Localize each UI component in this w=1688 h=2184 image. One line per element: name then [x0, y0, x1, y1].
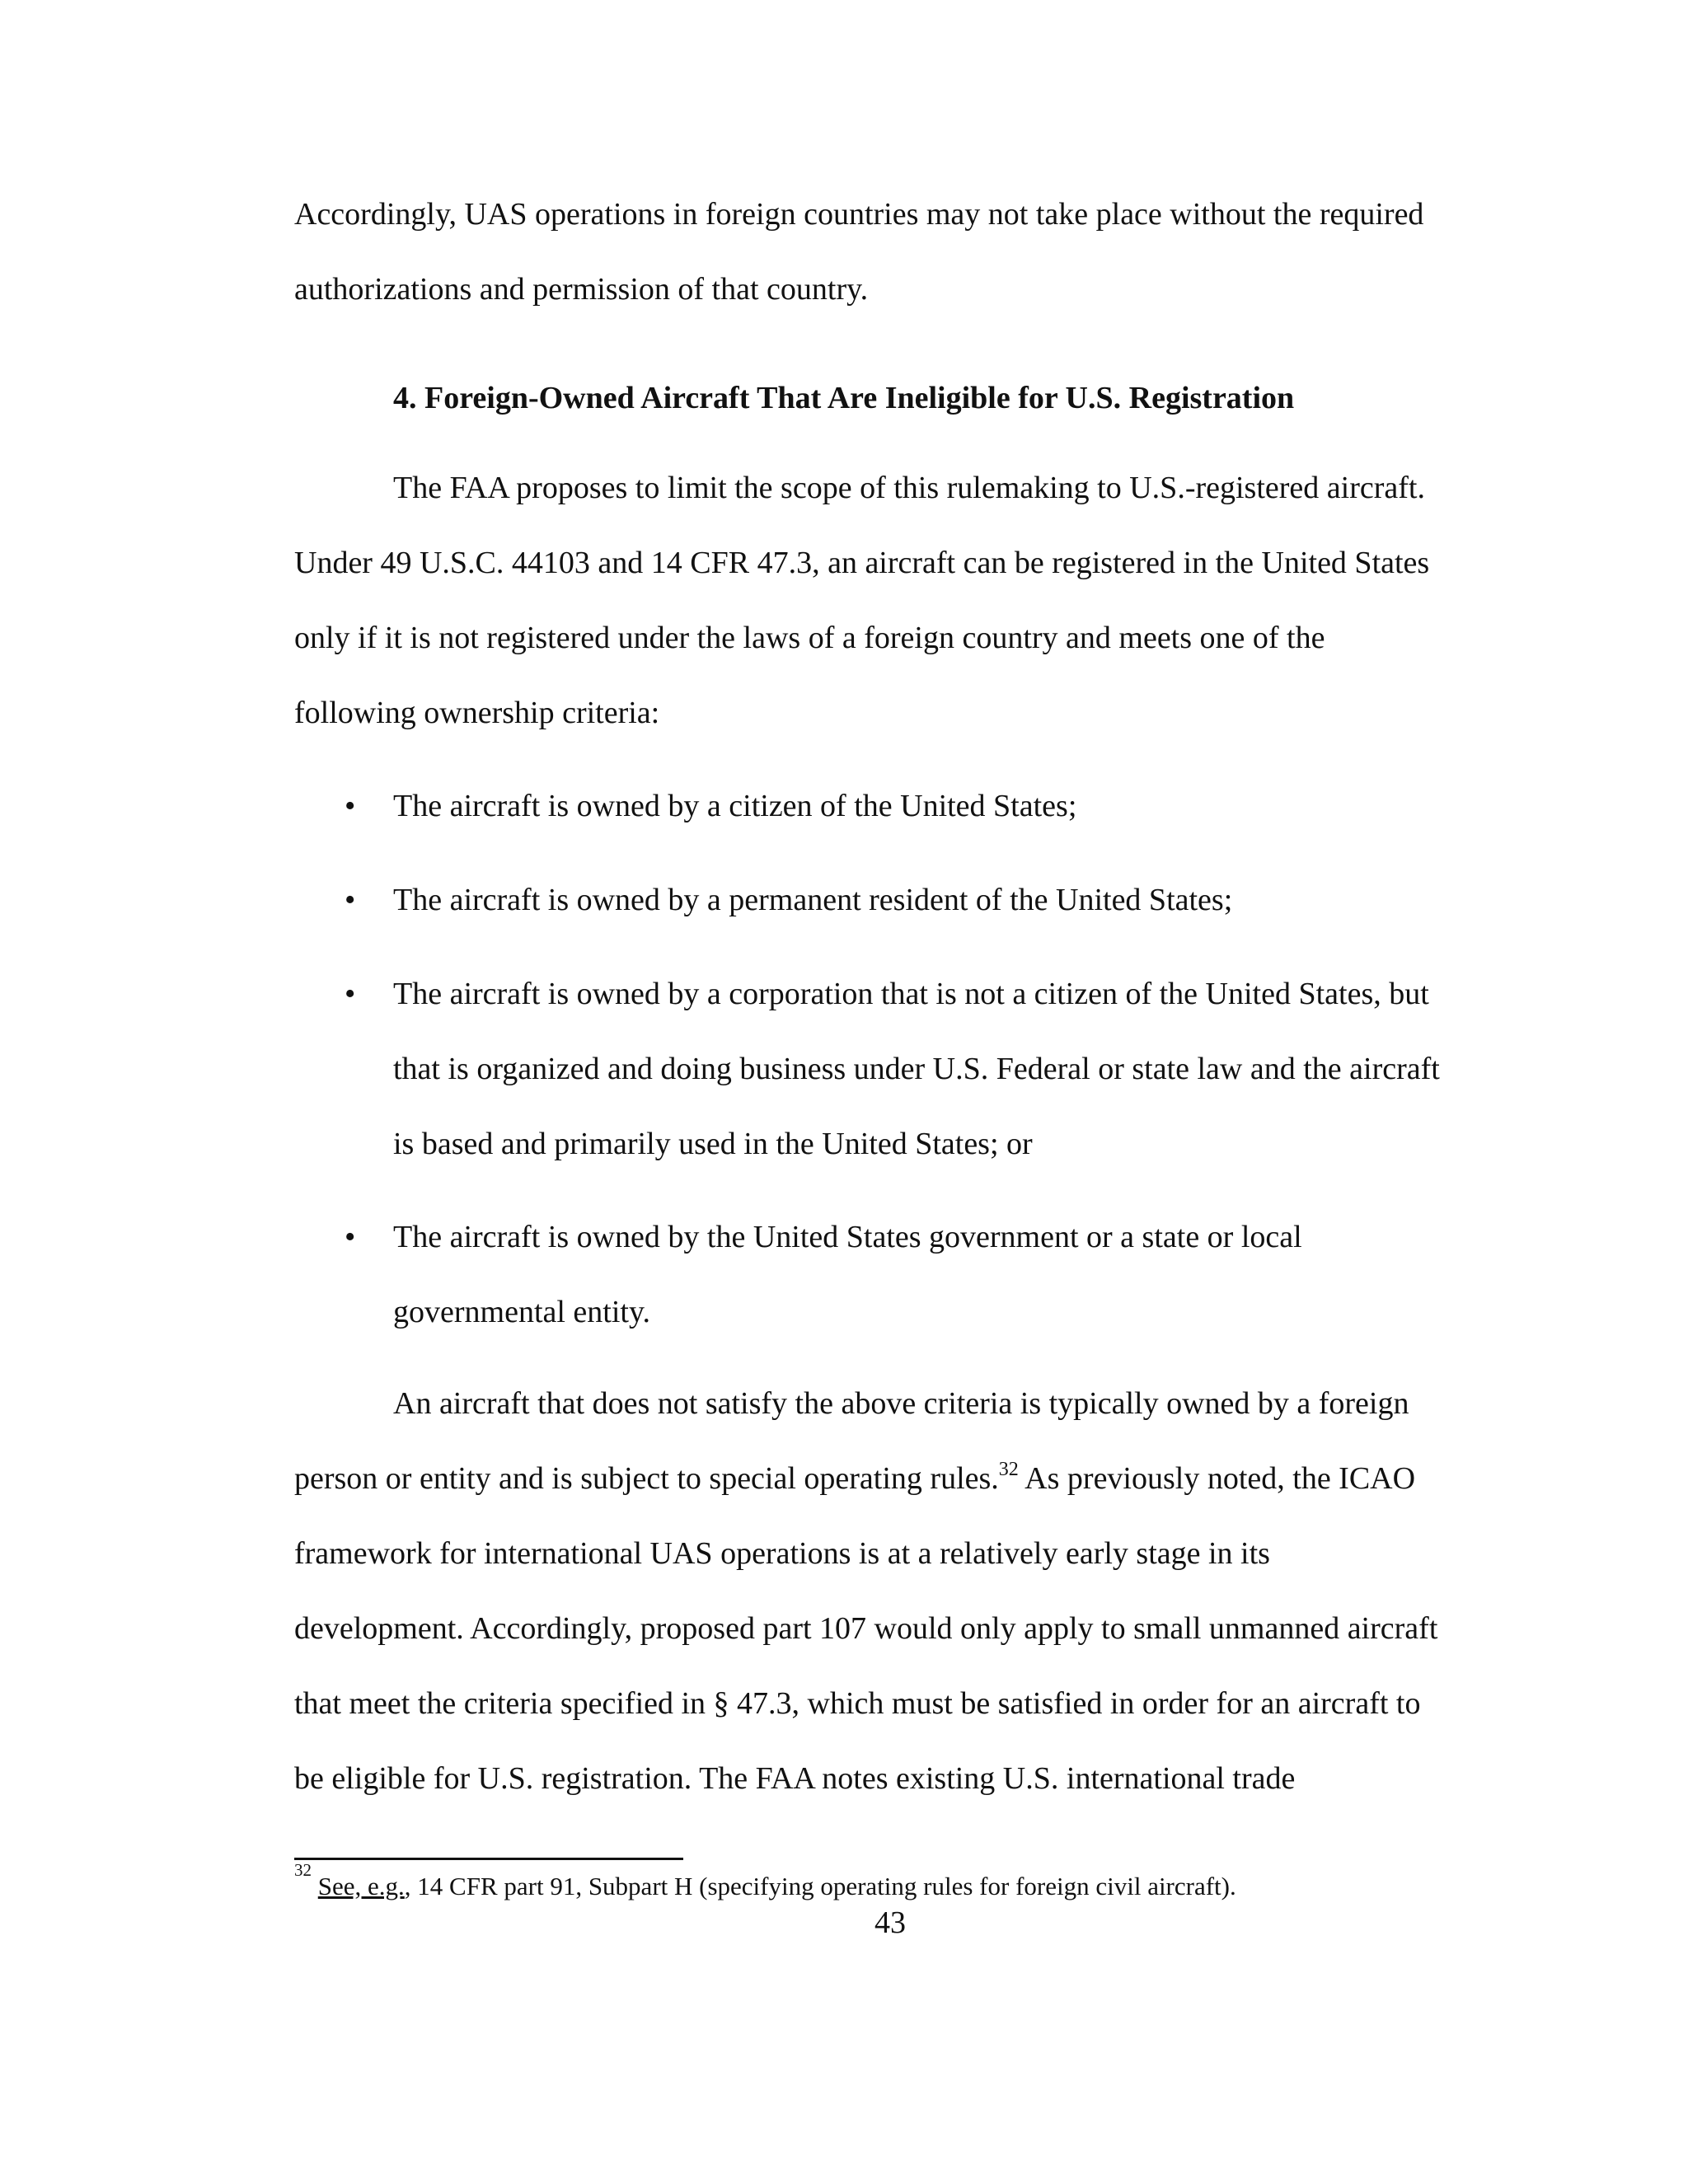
footnote-number: 32: [294, 1859, 312, 1880]
body-line: be eligible for U.S. registration. The FAA notes existing U.S. international trade: [294, 1761, 1296, 1796]
body-line: Under 49 U.S.C. 44103 and 14 CFR 47.3, an aircraft can be registered in the United States: [294, 546, 1430, 580]
body-line: only if it is not registered under the laws of a foreign country and meets one of the: [294, 621, 1325, 655]
page-number: 43: [874, 1905, 906, 1940]
body-line: framework for international UAS operations is at a relatively early stage in its: [294, 1536, 1270, 1571]
footnote-citation: See, e.g.: [317, 1872, 405, 1900]
body-text: As previously noted, the ICAO: [1018, 1461, 1416, 1496]
bullet-line: The aircraft is owned by a corporation that is not a citizen of the United States, but: [393, 977, 1429, 1011]
body-line: that meet the criteria specified in § 47.3, which must be satisfied in order for an aircraft to: [294, 1686, 1421, 1721]
body-line: following ownership criteria:: [294, 696, 660, 730]
body-line: authorizations and permission of that country.: [294, 272, 869, 307]
bullet-line: The aircraft is owned by a citizen of the United States;: [393, 789, 1077, 823]
footnote: [294, 1859, 1236, 1902]
bullet-line: that is organized and doing business under U.S. Federal or state law and the aircraft: [393, 1052, 1440, 1086]
bullet-line: The aircraft is owned by a permanent resident of the United States;: [393, 883, 1233, 917]
body-line: development. Accordingly, proposed part 107 would only apply to small unmanned aircraft: [294, 1611, 1438, 1646]
body-line: The FAA proposes to limit the scope of this rulemaking to U.S.-registered aircraft.: [393, 471, 1425, 505]
footnote-separator: [294, 1858, 683, 1860]
section-heading: 4. Foreign-Owned Aircraft That Are Ineligible for U.S. Registration: [393, 381, 1295, 415]
body-line: Accordingly, UAS operations in foreign countries may not take place without the required: [294, 197, 1424, 232]
bullet-marker: •: [345, 977, 356, 1011]
bullet-line: governmental entity.: [393, 1295, 650, 1329]
bullet-line: The aircraft is owned by the United States government or a state or local: [393, 1220, 1302, 1254]
body-line: An aircraft that does not satisfy the above criteria is typically owned by a foreign: [393, 1386, 1409, 1421]
bullet-marker: •: [345, 883, 356, 917]
footnote-reference: 32: [998, 1459, 1019, 1480]
body-text: person or entity and is subject to special operating rules.: [294, 1461, 999, 1496]
body-line: [294, 1460, 1415, 1497]
bullet-marker: •: [345, 1220, 356, 1254]
footnote-text: , 14 CFR part 91, Subpart H (specifying operating rules for foreign civil aircraft).: [404, 1872, 1236, 1900]
bullet-line: is based and primarily used in the United States; or: [393, 1127, 1033, 1161]
bullet-marker: •: [345, 789, 356, 823]
